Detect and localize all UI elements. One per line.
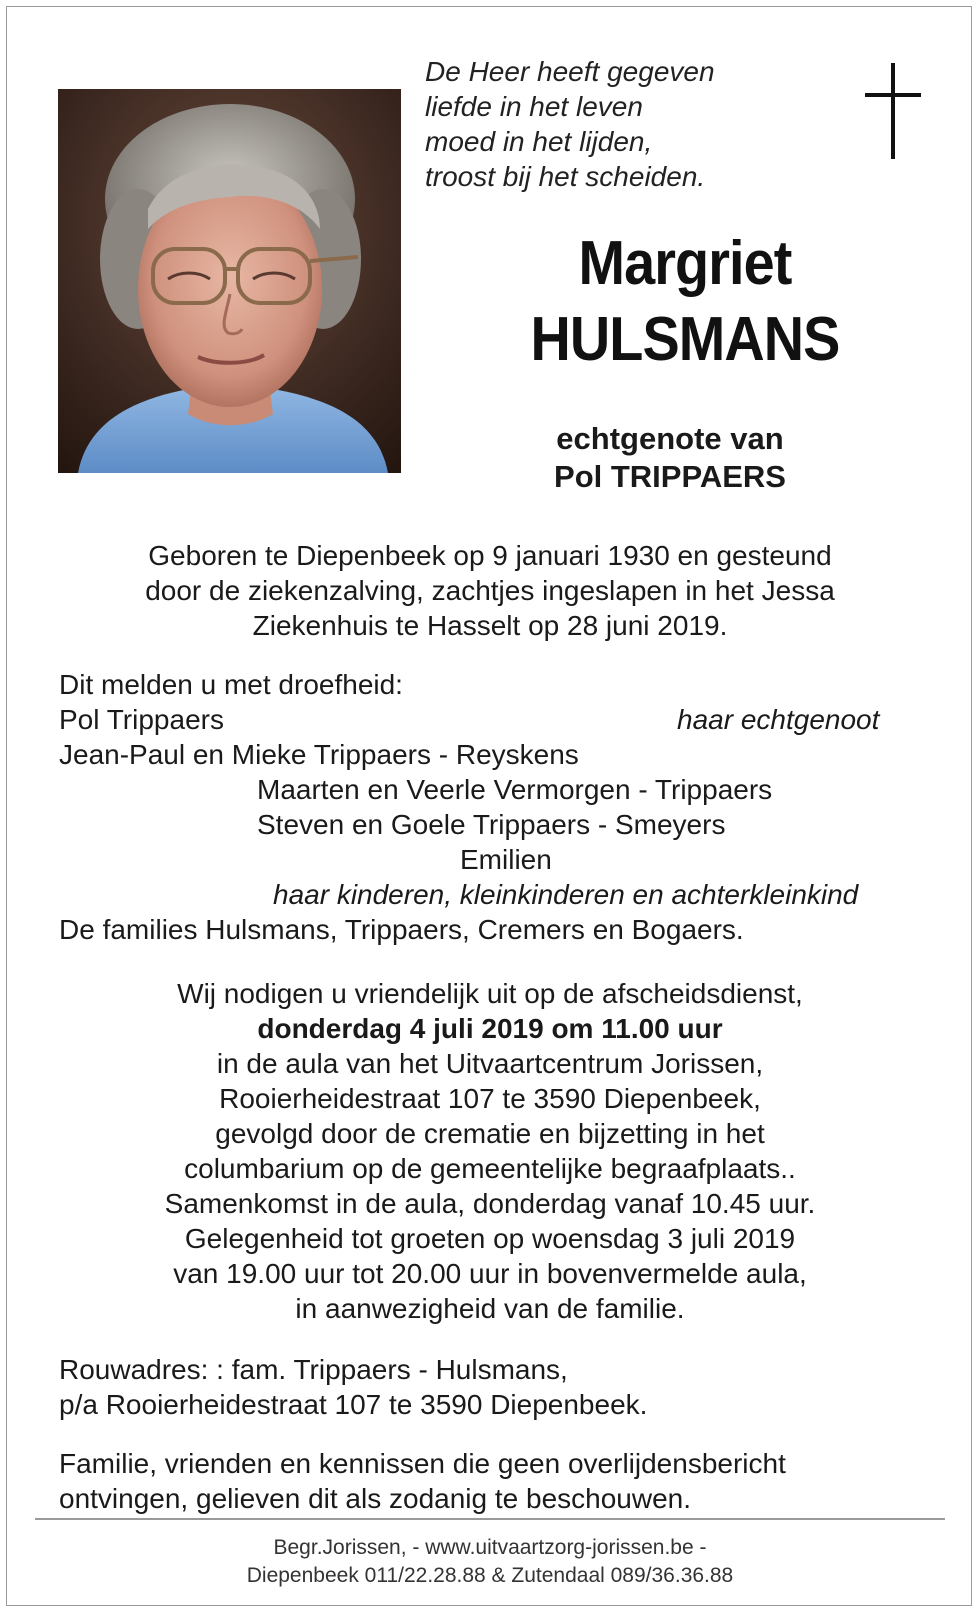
address-line: Rouwadres: : fam. Trippaers - Hulsmans, — [59, 1354, 568, 1385]
family-child: Jean-Paul en Mieke Trippaers - Reyskens — [59, 739, 579, 770]
closing-note — [59, 1446, 786, 1516]
service-date: donderdag 4 juli 2019 om 11.00 uur — [257, 1013, 723, 1044]
family-intro: Dit melden u met droefheid: — [59, 669, 403, 700]
address-line: p/a Rooierheidestraat 107 te 3590 Diepenbeek. — [59, 1389, 648, 1420]
family-list — [59, 667, 919, 947]
invitation-line: in de aula van het Uitvaartcentrum Jorissen, — [216, 1048, 764, 1079]
family-spouse-role: haar echtgenoot — [677, 704, 880, 735]
birth-line: Geboren te Diepenbeek op 9 januari 1930 en gesteund — [148, 540, 832, 571]
invitation-line: Samenkomst in de aula, donderdag vanaf 10.45 uur. — [164, 1188, 816, 1219]
birth-line: door de ziekenzalving, zachtjes ingeslapen in het Jessa — [145, 575, 835, 606]
note-line: Familie, vrienden en kennissen die geen overlijdensbericht — [59, 1448, 786, 1479]
invitation-line: Gelegenheid tot groeten op woensdag 3 juli 2019 — [184, 1223, 796, 1254]
family-spouse-name: Pol Trippaers — [59, 704, 224, 735]
invitation-line: van 19.00 uur tot 20.00 uur in bovenvermelde aula, — [173, 1258, 807, 1289]
verse — [425, 54, 715, 194]
mourning-address — [59, 1352, 647, 1422]
family-grandchild: Maarten en Veerle Vermorgen - Trippaers — [257, 774, 773, 805]
family-greatgrandchild: Emilien — [460, 844, 552, 875]
verse-line: liefde in het leven — [425, 91, 643, 122]
invitation-line: Wij nodigen u vriendelijk uit op de afscheidsdienst, — [177, 978, 803, 1009]
birth-death-text — [40, 538, 940, 643]
divider — [35, 1518, 945, 1520]
invitation — [40, 976, 940, 1326]
cross-icon — [865, 63, 921, 159]
family-grandchild: Steven en Goele Trippaers - Smeyers — [257, 809, 726, 840]
family-row-role — [59, 877, 919, 912]
verse-line: moed in het lijden, — [425, 126, 653, 157]
family-families: De families Hulsmans, Trippaers, Cremers en Bogaers. — [59, 914, 744, 945]
first-name: Margriet — [578, 229, 792, 298]
last-name: HULSMANS — [530, 305, 840, 374]
footer — [40, 1534, 940, 1590]
spouse-block — [470, 420, 870, 496]
spouse-name: Pol TRIPPAERS — [554, 459, 786, 494]
invitation-line: Rooierheidestraat 107 te 3590 Diepenbeek, — [219, 1083, 761, 1114]
invitation-line: gevolgd door de crematie en bijzetting in het — [215, 1118, 765, 1149]
family-row-spouse — [59, 702, 919, 737]
footer-line: Diepenbeek 011/22.28.88 & Zutendaal 089/36.36.88 — [246, 1564, 734, 1587]
verse-line: De Heer heeft gegeven — [425, 56, 715, 87]
footer-line: Begr.Jorissen, - www.uitvaartzorg-jorissen.be - — [273, 1536, 707, 1559]
birth-line: Ziekenhuis te Hasselt op 28 juni 2019. — [252, 610, 728, 641]
family-children-role: haar kinderen, kleinkinderen en achterkleinkind — [273, 879, 859, 910]
note-line: ontvingen, gelieven dit als zodanig te beschouwen. — [59, 1483, 691, 1514]
invitation-line: columbarium op de gemeentelijke begraafplaats.. — [184, 1153, 796, 1184]
spouse-label: echtgenote van — [556, 421, 784, 456]
invitation-line: in aanwezigheid van de familie. — [295, 1293, 685, 1324]
portrait-photo — [58, 89, 401, 473]
verse-line: troost bij het scheiden. — [425, 161, 706, 192]
